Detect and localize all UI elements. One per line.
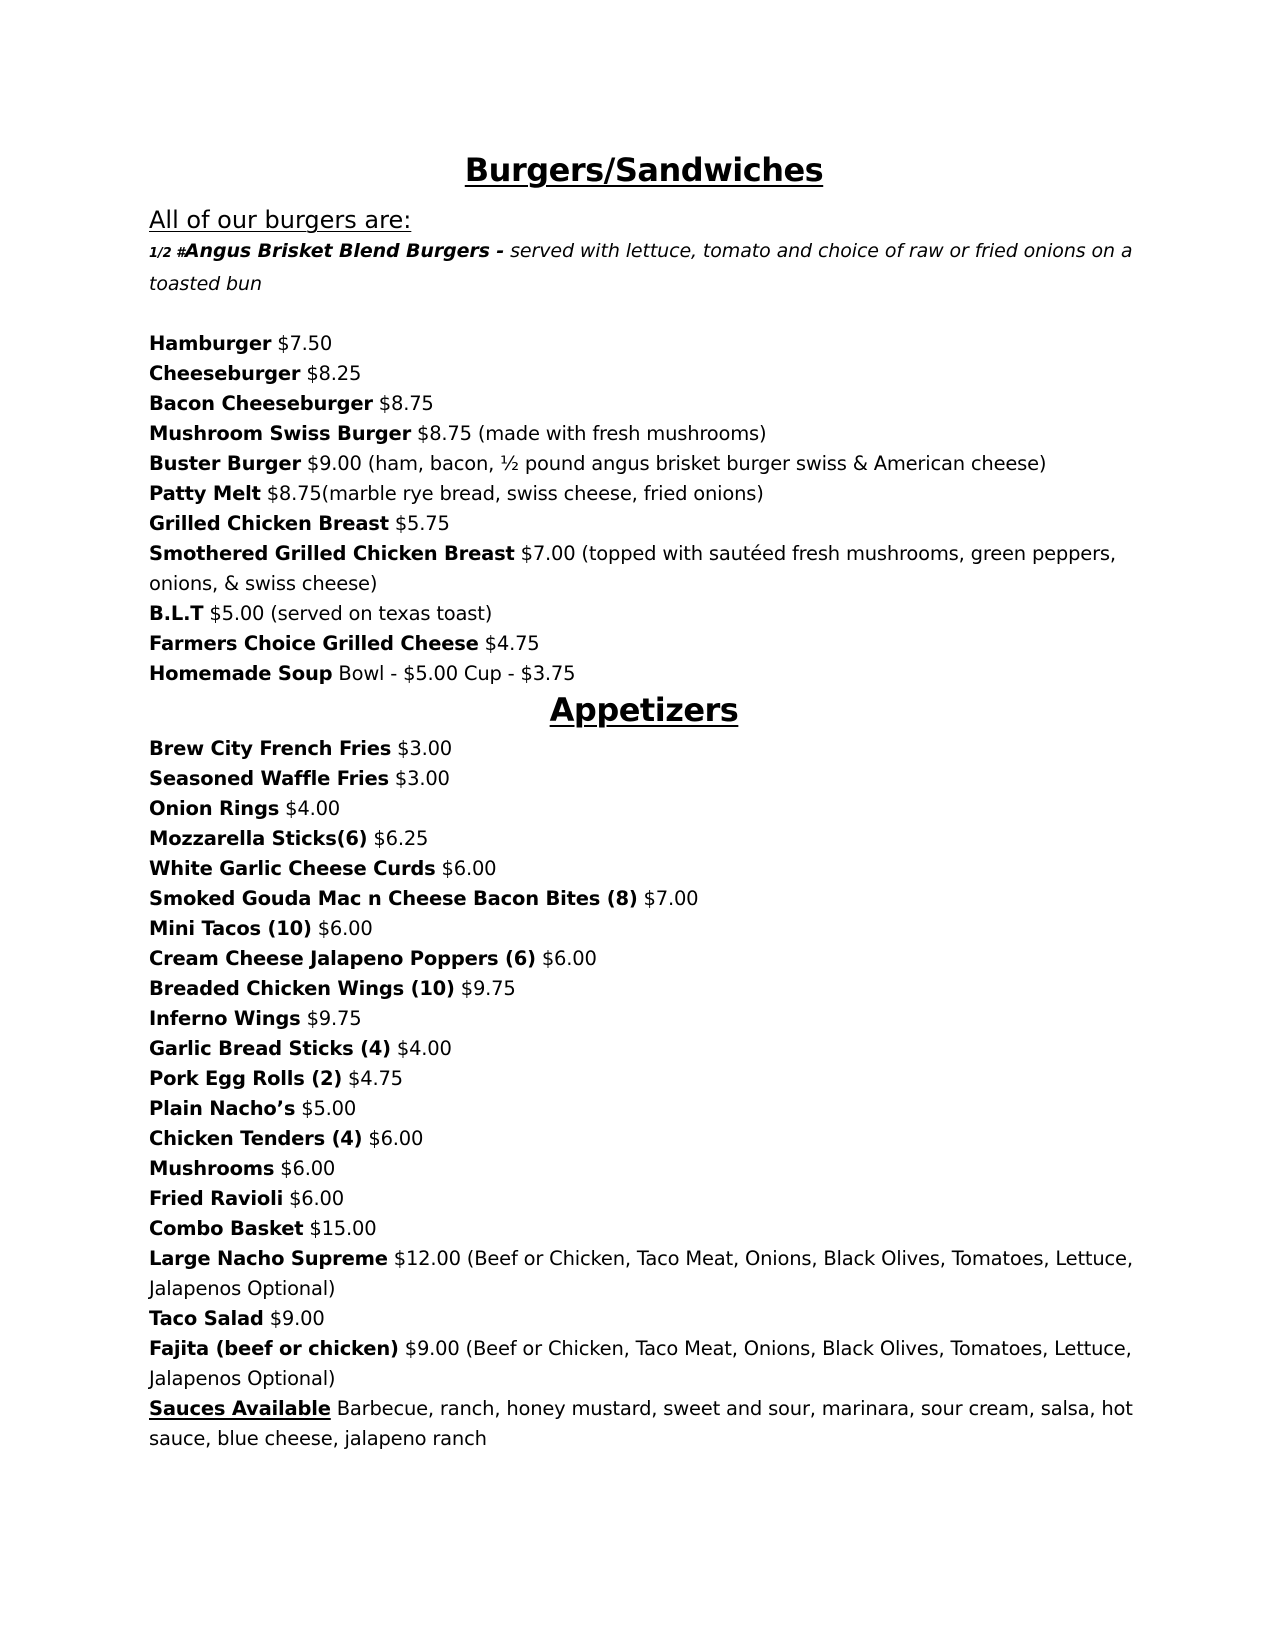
menu-item-name: Mini Tacos (10) (149, 917, 312, 940)
menu-item-name: Large Nacho Supreme (149, 1247, 388, 1270)
burger-description-text: served with lettuce, tomato and choice of raw or fried onions on a toasted bun (149, 240, 1133, 295)
menu-item (149, 734, 1139, 764)
menu-item-detail: $5.75 (388, 512, 450, 535)
menu-item (149, 539, 1139, 599)
menu-item-detail: $6.00 (283, 1187, 344, 1210)
menu-item-name: Grilled Chicken Breast (149, 512, 389, 535)
menu-item (149, 1154, 1139, 1184)
menu-item-name: Pork Egg Rolls (2) (149, 1067, 343, 1090)
menu-item (149, 824, 1139, 854)
menu-item-name: Smothered Grilled Chicken Breast (149, 542, 515, 565)
menu-item-name: Cheeseburger (149, 362, 301, 385)
menu-item-name: Taco Salad (149, 1307, 264, 1330)
menu-item-name: Fried Ravioli (149, 1187, 284, 1210)
menu-item-name: Combo Basket (149, 1217, 304, 1240)
menu-item-detail: $6.00 (311, 917, 373, 940)
menu-item-name: Smoked Gouda Mac n Cheese Bacon Bites (8) (149, 887, 638, 910)
menu-item-detail: $5.00 (295, 1097, 357, 1120)
spacer (149, 299, 1139, 329)
menu-item-name: Plain Nacho’s (149, 1097, 296, 1120)
menu-item-detail: $8.75 (made with fresh mushrooms) (411, 422, 767, 445)
menu-item-detail: $9.75 (454, 977, 516, 1000)
menu-item-name: Garlic Bread Sticks (4) (149, 1037, 391, 1060)
menu-item (149, 764, 1139, 794)
menu-item-name: Bacon Cheeseburger (149, 392, 373, 415)
menu-item-name: Brew City French Fries (149, 737, 392, 760)
menu-item-name: B.L.T (149, 602, 204, 625)
appetizer-list (149, 734, 1139, 1394)
menu-item (149, 884, 1139, 914)
menu-item (149, 1094, 1139, 1124)
menu-item-detail: $9.00 (Beef or Chicken, Taco Meat, Onions, Black Olives, Tomatoes, Lettuce, Jalapenos Optional) (149, 1337, 1132, 1390)
menu-item (149, 1304, 1139, 1334)
menu-item-name: Farmers Choice Grilled Cheese (149, 632, 479, 655)
menu-item-detail: $7.00 (topped with sautéed fresh mushrooms, green peppers, onions, & swiss cheese) (149, 542, 1116, 595)
menu-item-detail: $3.00 (388, 767, 450, 790)
menu-item-detail: $7.50 (271, 332, 333, 355)
menu-item (149, 599, 1139, 629)
menu-item-detail: $6.00 (535, 947, 597, 970)
menu-item (149, 1214, 1139, 1244)
burgers-section-title: Burgers/Sandwiches (464, 151, 824, 189)
menu-item-detail: $4.75 (342, 1067, 403, 1090)
menu-item (149, 1244, 1139, 1304)
menu-item-detail: $8.75 (372, 392, 434, 415)
menu-item (149, 629, 1139, 659)
menu-item-detail: $6.00 (435, 857, 497, 880)
sauces-label: Sauces Available (149, 1397, 331, 1420)
menu-item-name: Mushrooms (149, 1157, 275, 1180)
menu-item-name: Breaded Chicken Wings (10) (149, 977, 455, 1000)
menu-item (149, 1064, 1139, 1094)
menu-item-detail: $8.75(marble rye bread, swiss cheese, fried onions) (260, 482, 764, 505)
menu-item-detail: $12.00 (Beef or Chicken, Taco Meat, Onions, Black Olives, Tomatoes, Lettuce, Jalapenos Optional) (149, 1247, 1133, 1300)
menu-item-name: White Garlic Cheese Curds (149, 857, 436, 880)
menu-item (149, 389, 1139, 419)
menu-item (149, 509, 1139, 539)
menu-item-detail: $9.75 (300, 1007, 362, 1030)
menu-item-detail: $6.00 (362, 1127, 424, 1150)
menu-item (149, 1124, 1139, 1154)
menu-item-name: Fajita (beef or chicken) (149, 1337, 399, 1360)
burger-list (149, 329, 1139, 689)
menu-item-detail: $5.00 (served on texas toast) (203, 602, 493, 625)
burger-weight-prefix: 1/2 # (149, 246, 185, 261)
menu-item-detail: $3.00 (391, 737, 452, 760)
menu-item-detail: $4.00 (279, 797, 340, 820)
menu-item-detail: Bowl - $5.00 Cup - $3.75 (332, 662, 576, 685)
menu-item (149, 974, 1139, 1004)
menu-item (149, 944, 1139, 974)
menu-item-name: Homemade Soup (149, 662, 333, 685)
menu-item-name: Onion Rings (149, 797, 280, 820)
menu-item (149, 794, 1139, 824)
menu-item-name: Mushroom Swiss Burger (149, 422, 412, 445)
burgers-intro: All of our burgers are: (149, 206, 412, 234)
burger-blend-name: Angus Brisket Blend Burgers - (184, 240, 505, 262)
menu-item-name: Cream Cheese Jalapeno Poppers (6) (149, 947, 536, 970)
menu-item (149, 1184, 1139, 1214)
menu-item (149, 914, 1139, 944)
menu-item-detail: $4.00 (390, 1037, 452, 1060)
sauces-text: Barbecue, ranch, honey mustard, sweet and sour, marinara, sour cream, salsa, hot sauce, blue cheese, jalapeno ranch (149, 1397, 1133, 1450)
menu-item-name: Mozzarella Sticks(6) (149, 827, 368, 850)
menu-item-name: Buster Burger (149, 452, 301, 475)
menu-item-detail: $4.75 (478, 632, 540, 655)
menu-item-name: Hamburger (149, 332, 272, 355)
menu-item-detail: $7.00 (637, 887, 699, 910)
appetizers-section-title: Appetizers (549, 691, 739, 729)
menu-item (149, 449, 1139, 479)
menu-item (149, 1334, 1139, 1394)
menu-item-detail: $8.25 (300, 362, 362, 385)
menu-page (149, 150, 1139, 1454)
menu-item (149, 1034, 1139, 1064)
sauces-available (149, 1394, 1139, 1454)
menu-item-detail: $6.00 (274, 1157, 336, 1180)
menu-item (149, 659, 1139, 689)
menu-item (149, 359, 1139, 389)
menu-item-detail: $15.00 (303, 1217, 377, 1240)
menu-item-name: Inferno Wings (149, 1007, 301, 1030)
menu-item-name: Seasoned Waffle Fries (149, 767, 389, 790)
menu-item-detail: $9.00 (263, 1307, 325, 1330)
menu-item (149, 329, 1139, 359)
menu-item (149, 479, 1139, 509)
menu-item (149, 419, 1139, 449)
menu-item-name: Patty Melt (149, 482, 261, 505)
menu-item-name: Chicken Tenders (4) (149, 1127, 363, 1150)
menu-item-detail: $6.25 (367, 827, 429, 850)
menu-item (149, 1004, 1139, 1034)
menu-item (149, 854, 1139, 884)
menu-item-detail: $9.00 (ham, bacon, ½ pound angus brisket burger swiss & American cheese) (300, 452, 1047, 475)
burgers-description (149, 236, 1139, 299)
